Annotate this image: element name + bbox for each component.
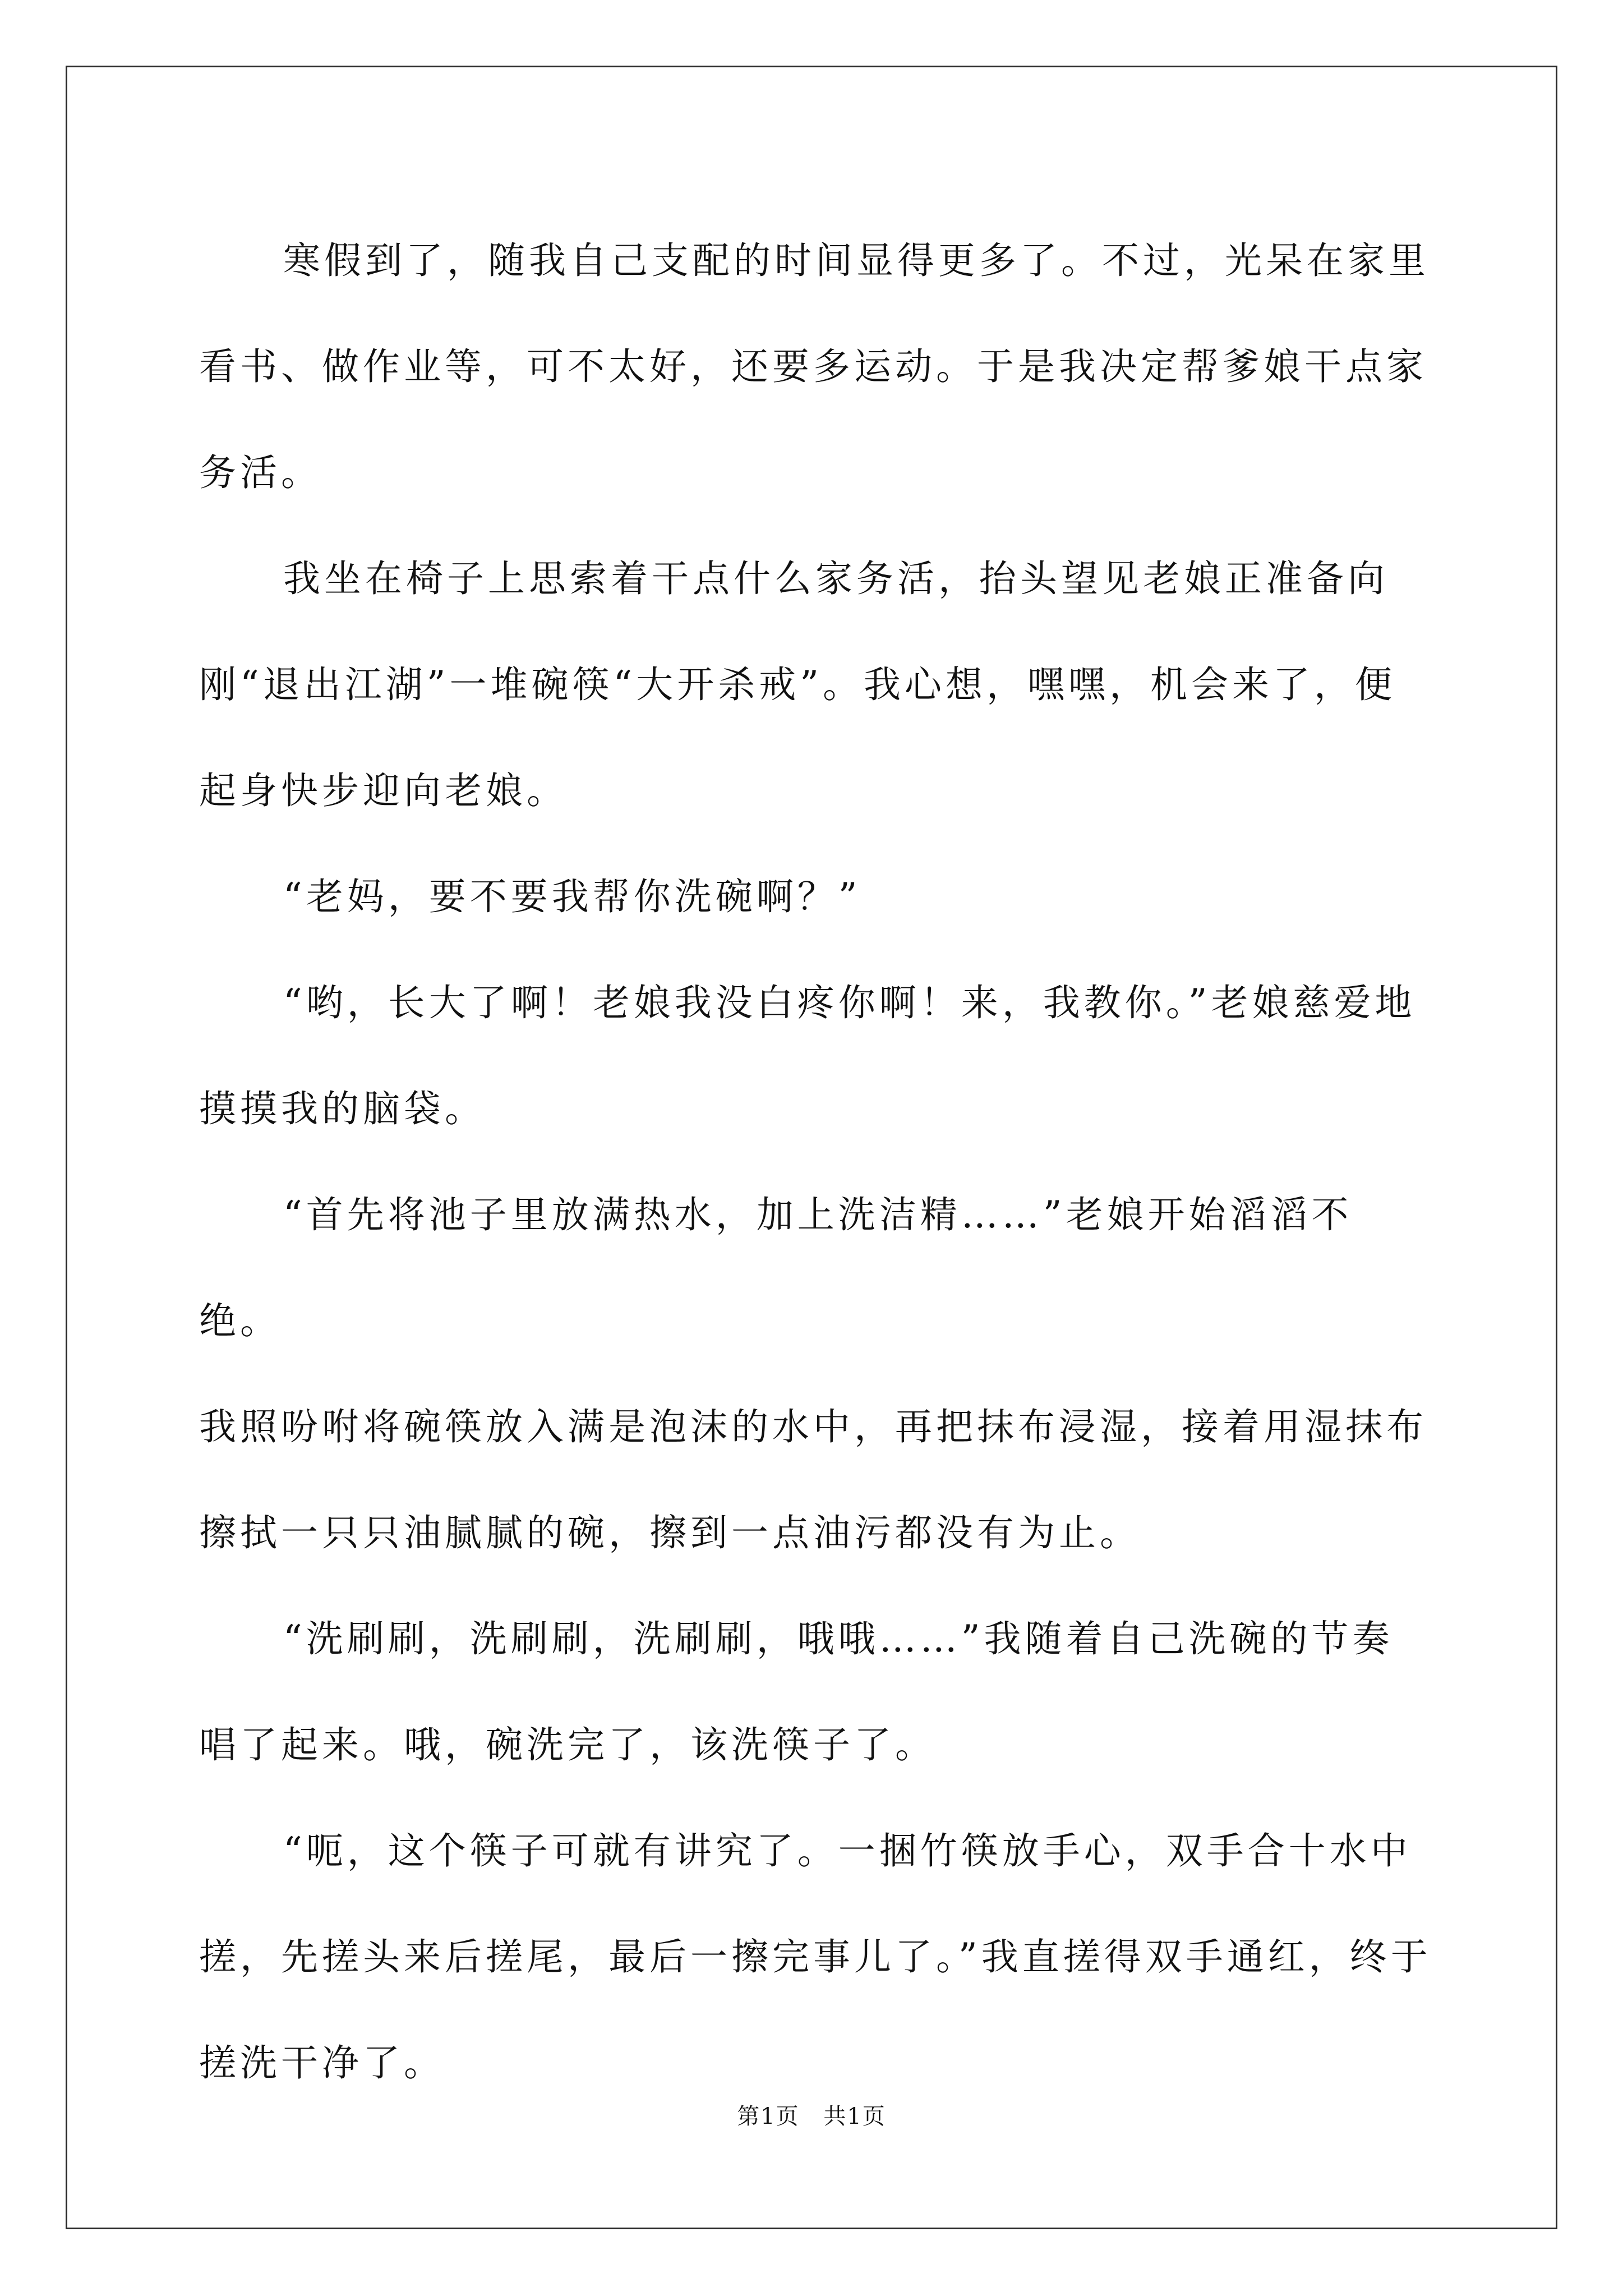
document-body [199,208,1433,2116]
page-number-current: 第1页 [737,2104,800,2129]
paragraph: “老妈，要不要我帮你洗碗啊？” [283,875,861,918]
page-number-total: 共1页 [823,2104,886,2129]
page-footer [0,2102,1623,2131]
paragraph: “首先将池子里放满热水，加上洗洁精……”老娘开始滔滔不绝。 [199,1193,1353,1342]
paragraph: 寒假到了，随我自己支配的时间显得更多了。不过，光呆在家里看书、做作业等，可不太好，还要多运动。于是我决定帮爹娘干点家务活。 [199,239,1430,494]
paragraph: 我坐在椅子上思索着干点什么家务活，抬头望见老娘正准备向刚“退出江湖”一堆碗筷“大开杀戒”。我心想，嘿嘿，机会来了，便起身快步迎向老娘。 [199,557,1396,812]
paragraph: “哟，长大了啊！老娘我没白疼你啊！来，我教你。”老娘慈爱地摸摸我的脑袋。 [199,981,1416,1130]
paragraph: “洗刷刷，洗刷刷，洗刷刷，哦哦……”我随着自己洗碗的节奏唱了起来。哦，碗洗完了，该洗筷子了。 [199,1617,1394,1766]
paragraph: “呃，这个筷子可就有讲究了。一捆竹筷放手心，双手合十水中搓，先搓头来后搓尾，最后一擦完事儿了。”我直搓得双手通红，终于搓洗干净了。 [199,1829,1432,2085]
paragraph: 我照吩咐将碗筷放入满是泡沫的水中，再把抹布浸湿，接着用湿抹布擦拭一只只油腻腻的碗，擦到一点油污都没有为止。 [199,1405,1427,1554]
